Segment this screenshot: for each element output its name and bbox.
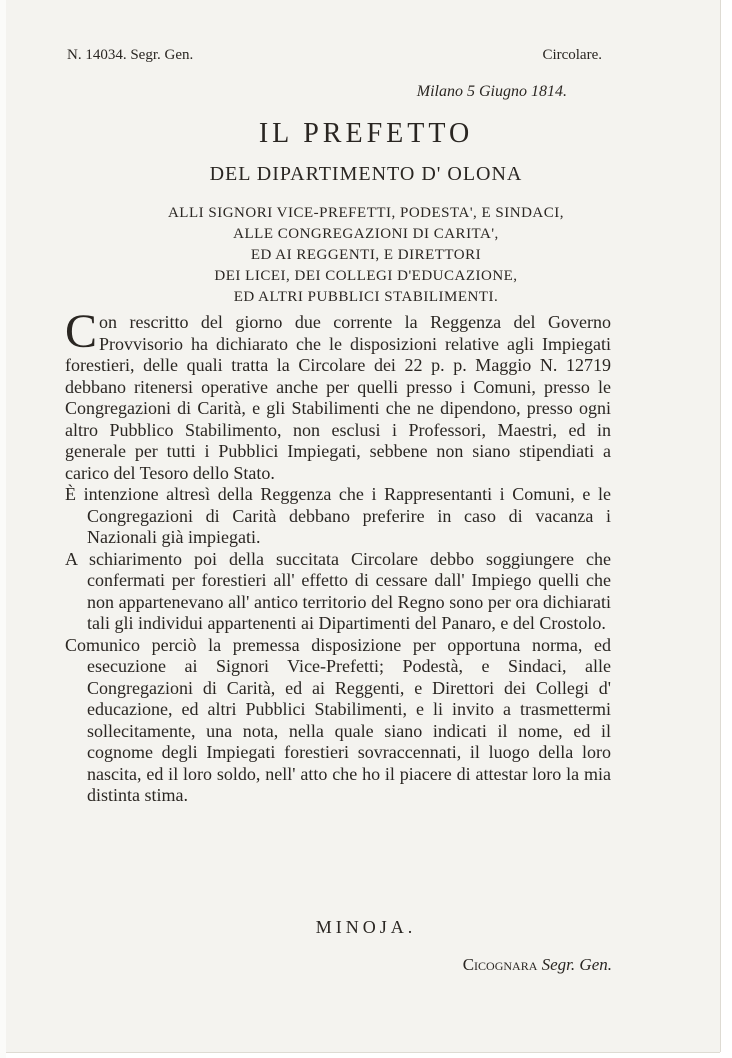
page-subtitle: DEL DIPARTIMENTO D' OLONA <box>209 163 523 185</box>
document-type: Circolare. <box>542 47 602 63</box>
paragraph-3: A schiarimento poi della succitata Circolare debbo soggiungere che confermati per forestieri all' effetto di cessare dall' Impiego quelli che non appartenevano all' antico territorio del Regno sono per ora dichiarati tali gli individui appartenenti ai Dipartimenti del Panaro, e del Crostolo. <box>65 548 611 633</box>
addressee-line: ED AI REGGENTI, E DIRETTORI <box>250 247 482 263</box>
paragraph-2: È intenzione altresì della Reggenza che i Rappresentanti i Comuni, e le Congregazioni di Carità debbano preferire in caso di vacanza i Nazionali già impiegati. <box>65 484 611 547</box>
prefect-signature: MINOJA. <box>315 917 417 937</box>
addressee-line: DEI LICEI, DEI COLLEGI D'EDUCAZIONE, <box>214 268 518 284</box>
circular-body <box>65 305 611 807</box>
addressee-line: ED ALTRI PUBBLICI STABILIMENTI. <box>233 289 499 305</box>
paragraph-4: Comunico perciò la premessa disposizione per opportuna norma, ed esecuzione ai Signori Vice-Prefetti; Podestà, e Sindaci, alle Congregazioni di Carità, ed ai Reggenti, e Direttori dei Collegi d' educazione, ed altri Pubblici Stabilimenti, e li invito a trasmettermi sollecitamente, una nota, nella quale siano indicati il nome, ed il cognome degli Impiegati forestieri sovraccennati, il luogo della loro nascita, ed il loro soldo, nell' atto che ho il piacere di attestar loro la mia distinta stima. <box>65 634 611 805</box>
dateline: Milano 5 Giugno 1814. <box>416 83 567 100</box>
paragraph-1-text: on rescritto del giorno due corrente la Reggenza del Governo Provvisorio ha dichiarato che le disposizioni relative agli Impiegati forestieri, delle quali tratta la Circolare dei 22 p. p. Maggio N. 12719 debbano ritenersi operative anche per quelli presso i Comuni, presso le Congregazioni di Carità, e gli Stabilimenti che ne dipendono, presso ogni altro Pubblico Stabilimento, non esclusi i Professori, Maestri, ed in generale per tutti i Pubblici Impiegati, sebbene non siano stipendiati a carico del Tesoro dello Stato. <box>65 312 611 483</box>
drop-cap: C <box>65 305 98 358</box>
paragraph-1 <box>65 305 611 484</box>
secretary-title: Segr. Gen. <box>541 955 612 974</box>
addressee-line: ALLI SIGNORI VICE-PREFETTI, PODESTA', E SINDACI, <box>167 205 565 221</box>
addressee-line: ALLE CONGREGAZIONI DI CARITA', <box>233 226 499 242</box>
protocol-number: N. 14034. Segr. Gen. <box>67 47 194 63</box>
secretary-name: Cicognara <box>462 955 538 974</box>
secretary-signature <box>463 955 612 975</box>
page-title: IL PREFETTO <box>258 118 474 149</box>
